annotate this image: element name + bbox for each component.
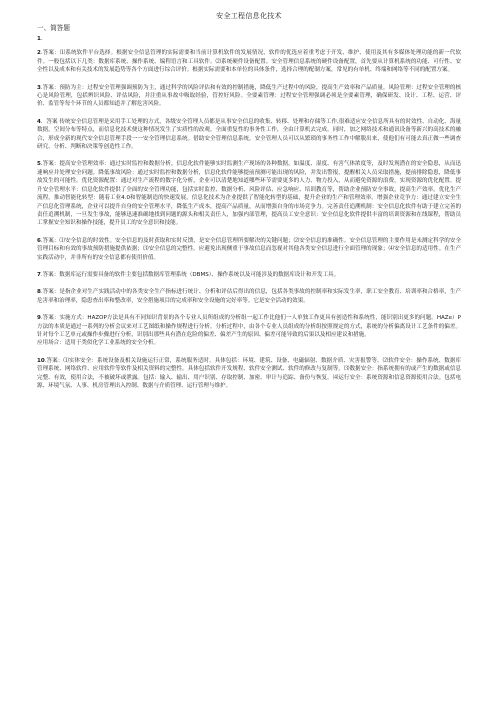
answer-paragraph-1 — [37, 35, 461, 43]
answer-text: .答案：⑴系统软件平台选择。根据安全信息管理的实际需要和当前计算机软件的发展情况，软件的优选应着重考虑于开发、维护、使用及其有多媒体处理功能的新一代软件。一般包括以下几类：数据库系统、操作系统、编程语言和工具软件。⑵系统硬件设备配置。安全管理信息系统的硬件设备配置，首先要从计算机系统的功能、可行性、安全性以及成本和有关技术的发展趋势等各个方面进行综合评价。根据实际需要和本单位的具体条件，选择合理的配制方案，常见的有单机、终端和网络等不同的配置方案。 — [37, 50, 461, 74]
answer-number: 6 — [37, 237, 41, 244]
answer-text: .答案：预防为主：过程安全管理强调预防为主，通过科学的风险评估和有效的控制措施，降低生产过程中的风险，提高生产效率和产品质量。风险管理：过程安全管理的核心是风险管理，包括辨识风险、评估风险，并注重从事故中吸取经验，管控好风险。全要素管理：过程安全管理强调必须是全要素管理，确保研发、设计、工程、运营、评价、监管等每个环节的人员都知道并了解危害风险。 — [37, 84, 461, 108]
answer-text: ．答案 传统安全信息管理是采用手工处理的方式，各级安全管理人员都是从事安全信息的收集、转移、处理和存储等工作,很难适应安全信息所具有的时效性、自动化、海量数据，空间分布等特点，而信息化技术便这种情况发生了实质性的改观。全面重复性的事务性工作，全由计算机去完成。同时，加之网络技术和通讯设备等新兴的高技术的融合，形成全新的现代安全信息管理手段一一安全管理信息系统。借助安全管理信息系统，安全管理人员可以从繁琐的事务性工作中解脱出来，使他们有可能去真正做一些调查研究、分析、判断和决策等创造性工作。 — [37, 118, 461, 151]
answer-text: . — [40, 36, 43, 42]
answer-text: .答案：数据库运行需要具备的软件主要包括数据库管理系统（DBMS）、操作系统以及可能涉及的数据库设计和开发工具。 — [40, 271, 340, 278]
answer-number: 8 — [37, 289, 41, 296]
answer-text: .答案：实施方式：HAZOP方法是具有不同知识背景的各个专业人员所组成的分析组一起工作比他们一人单独工作更具有创造性和系统性，能识别出更多的问题。HAZe）P方法的本质是通过一系列的分析会议来对工艺图纸和操作规程进行分析。分析过程中，由各个专业人员组成的分析组按照规定的方式，系统的分析偏离设计工艺条件的偏差。针对每个工艺单元或操作步骤进行分析，识别出那些具有潜在危险的偏差、偏差产生的原因、偏差可能导致的后果以及相应建议和措施。 应用场合：适用于类似化学工业系统的安全分析。 — [37, 315, 461, 347]
document-title: 安全工程信息化技术 — [216, 12, 282, 20]
answer-number: 2 — [37, 50, 41, 57]
answer-paragraph-6 — [37, 237, 461, 262]
answer-paragraph-2 — [37, 49, 461, 74]
answer-number: 9 — [37, 315, 41, 322]
answer-paragraph-7 — [37, 271, 461, 279]
answer-paragraph-3 — [37, 84, 461, 109]
answer-text: .答案：提高安全管理效率：通过实时监控和数据分析，信息化软件能够实时监测生产现场的各种数据，如温度、湿度、有害气体浓度等，及时发现潜在的安全隐患，从而迅速响应并处理安全问题。降低事故风险：通过实时监控和数据分析，信息化软件能够提前预测可能出现的风险，并发出警报，提醒相关人员采取措施，提前排除隐患，降低事故发生的可能性。优化资源配置：通过对生产流程的数字化分析，企业可以清楚地知道哪些环节需要更多的人力、物力投入，从而避免资源的浪费，实现资源的优化配置。提升安全管理水平：信息化软件提供了全面的安全管理功能，包括实时监控、数据分析、风险评估、应急响应、培训教育等，帮助企业预防安全事故，提高生产效率，优化生产流程。推动智能化转型：随着工业4.0和智能制造的快速发展，信息化技术为企业提供了智能化转型的基础，提升企业的生产和管理效率。增强企业竞争力：通过建立安全生产信息化管理系统，企业可以提升自身的安全管理水平，降低生产成本，提高产品质量，从而增强自身的市场竞争力。完善责任追溯机制：安全信息化软件有助于建立完善的责任追溯机制，一旦发生事故，能够迅速准确地找到问题的源头和相关责任人，加强内部管理，提高员工安全意识：安全信息化软件提供丰富的培训资源和在线课程，帮助员工掌握安全知识和操作技能，提升员工的安全意识和技能。 — [37, 161, 461, 227]
answer-paragraph-4 — [37, 118, 461, 152]
answer-text: .答案：⑴安全信息的时效性。安全信息的及时获取和实时反馈，是安全信息管理所要解决的关键问题；⑵安全信息的准确性。安全信息管理的主要作用是未测定科学的安全管理目标和有效的事故预防措施提供依据；⑶安全信息的完整性。应避免出现侧重于事故信息而忽视对其他各类安全信息进行全面管理的现象；⑷安全信息的适用性。在生产实践活动中，并非所有的安全信息都有使用价值。 — [37, 237, 461, 261]
answer-paragraph-8 — [37, 288, 461, 305]
answer-text: .答案：是指企业对生产实践活动中的各类安全生产指标进行统计、分析和评估后得出的信息，包括各类事故的控制率和实际发生率，职工安全教育、培训率和合格率，生产危害率和治理率，隐患查出率和整改率，安全措施项目的完成率和安全设施的完好率等。它是安全活动的效果。 — [37, 289, 461, 304]
answer-paragraph-9 — [37, 314, 461, 348]
answer-paragraph-5 — [37, 160, 461, 227]
answer-text: .答案：⑴实体安全：系统设备及相关设施运行正常，系统服务适时。具体包括：环境、建筑、设备、电磁辐射、数据介质、灾害报警等。⑵软件安全：操作系统、数据库管理系统、网络软件、应用软件等软件及相关资料的完整性。具体包括软件开发规程、软件安全测试、软件的修改与复制等。⑶数据安全：指系统拥有的或产生的数据或信息完整、有效，使用合法，不被破坏或泄露。包括：输入、输出、用户识别、存取控制、加密、审计与追踪、备份与恢复。⑷运行安全：系统资源和信息资源使用合法。包括电源、环境气氛、人事、机房管理出入控制、数据与介质管理、运行管理与维护。 — [37, 357, 461, 389]
answer-number: 7 — [37, 271, 41, 278]
answer-number: 1 — [37, 36, 41, 42]
answer-number: 10 — [37, 357, 45, 364]
answer-paragraph-10 — [37, 357, 461, 391]
document-page — [37, 12, 461, 399]
section-heading: 一、简答题 — [37, 24, 70, 32]
answer-number: 3 — [37, 84, 41, 91]
answer-number: 5 — [37, 161, 41, 168]
answer-number: 4 — [37, 118, 41, 125]
